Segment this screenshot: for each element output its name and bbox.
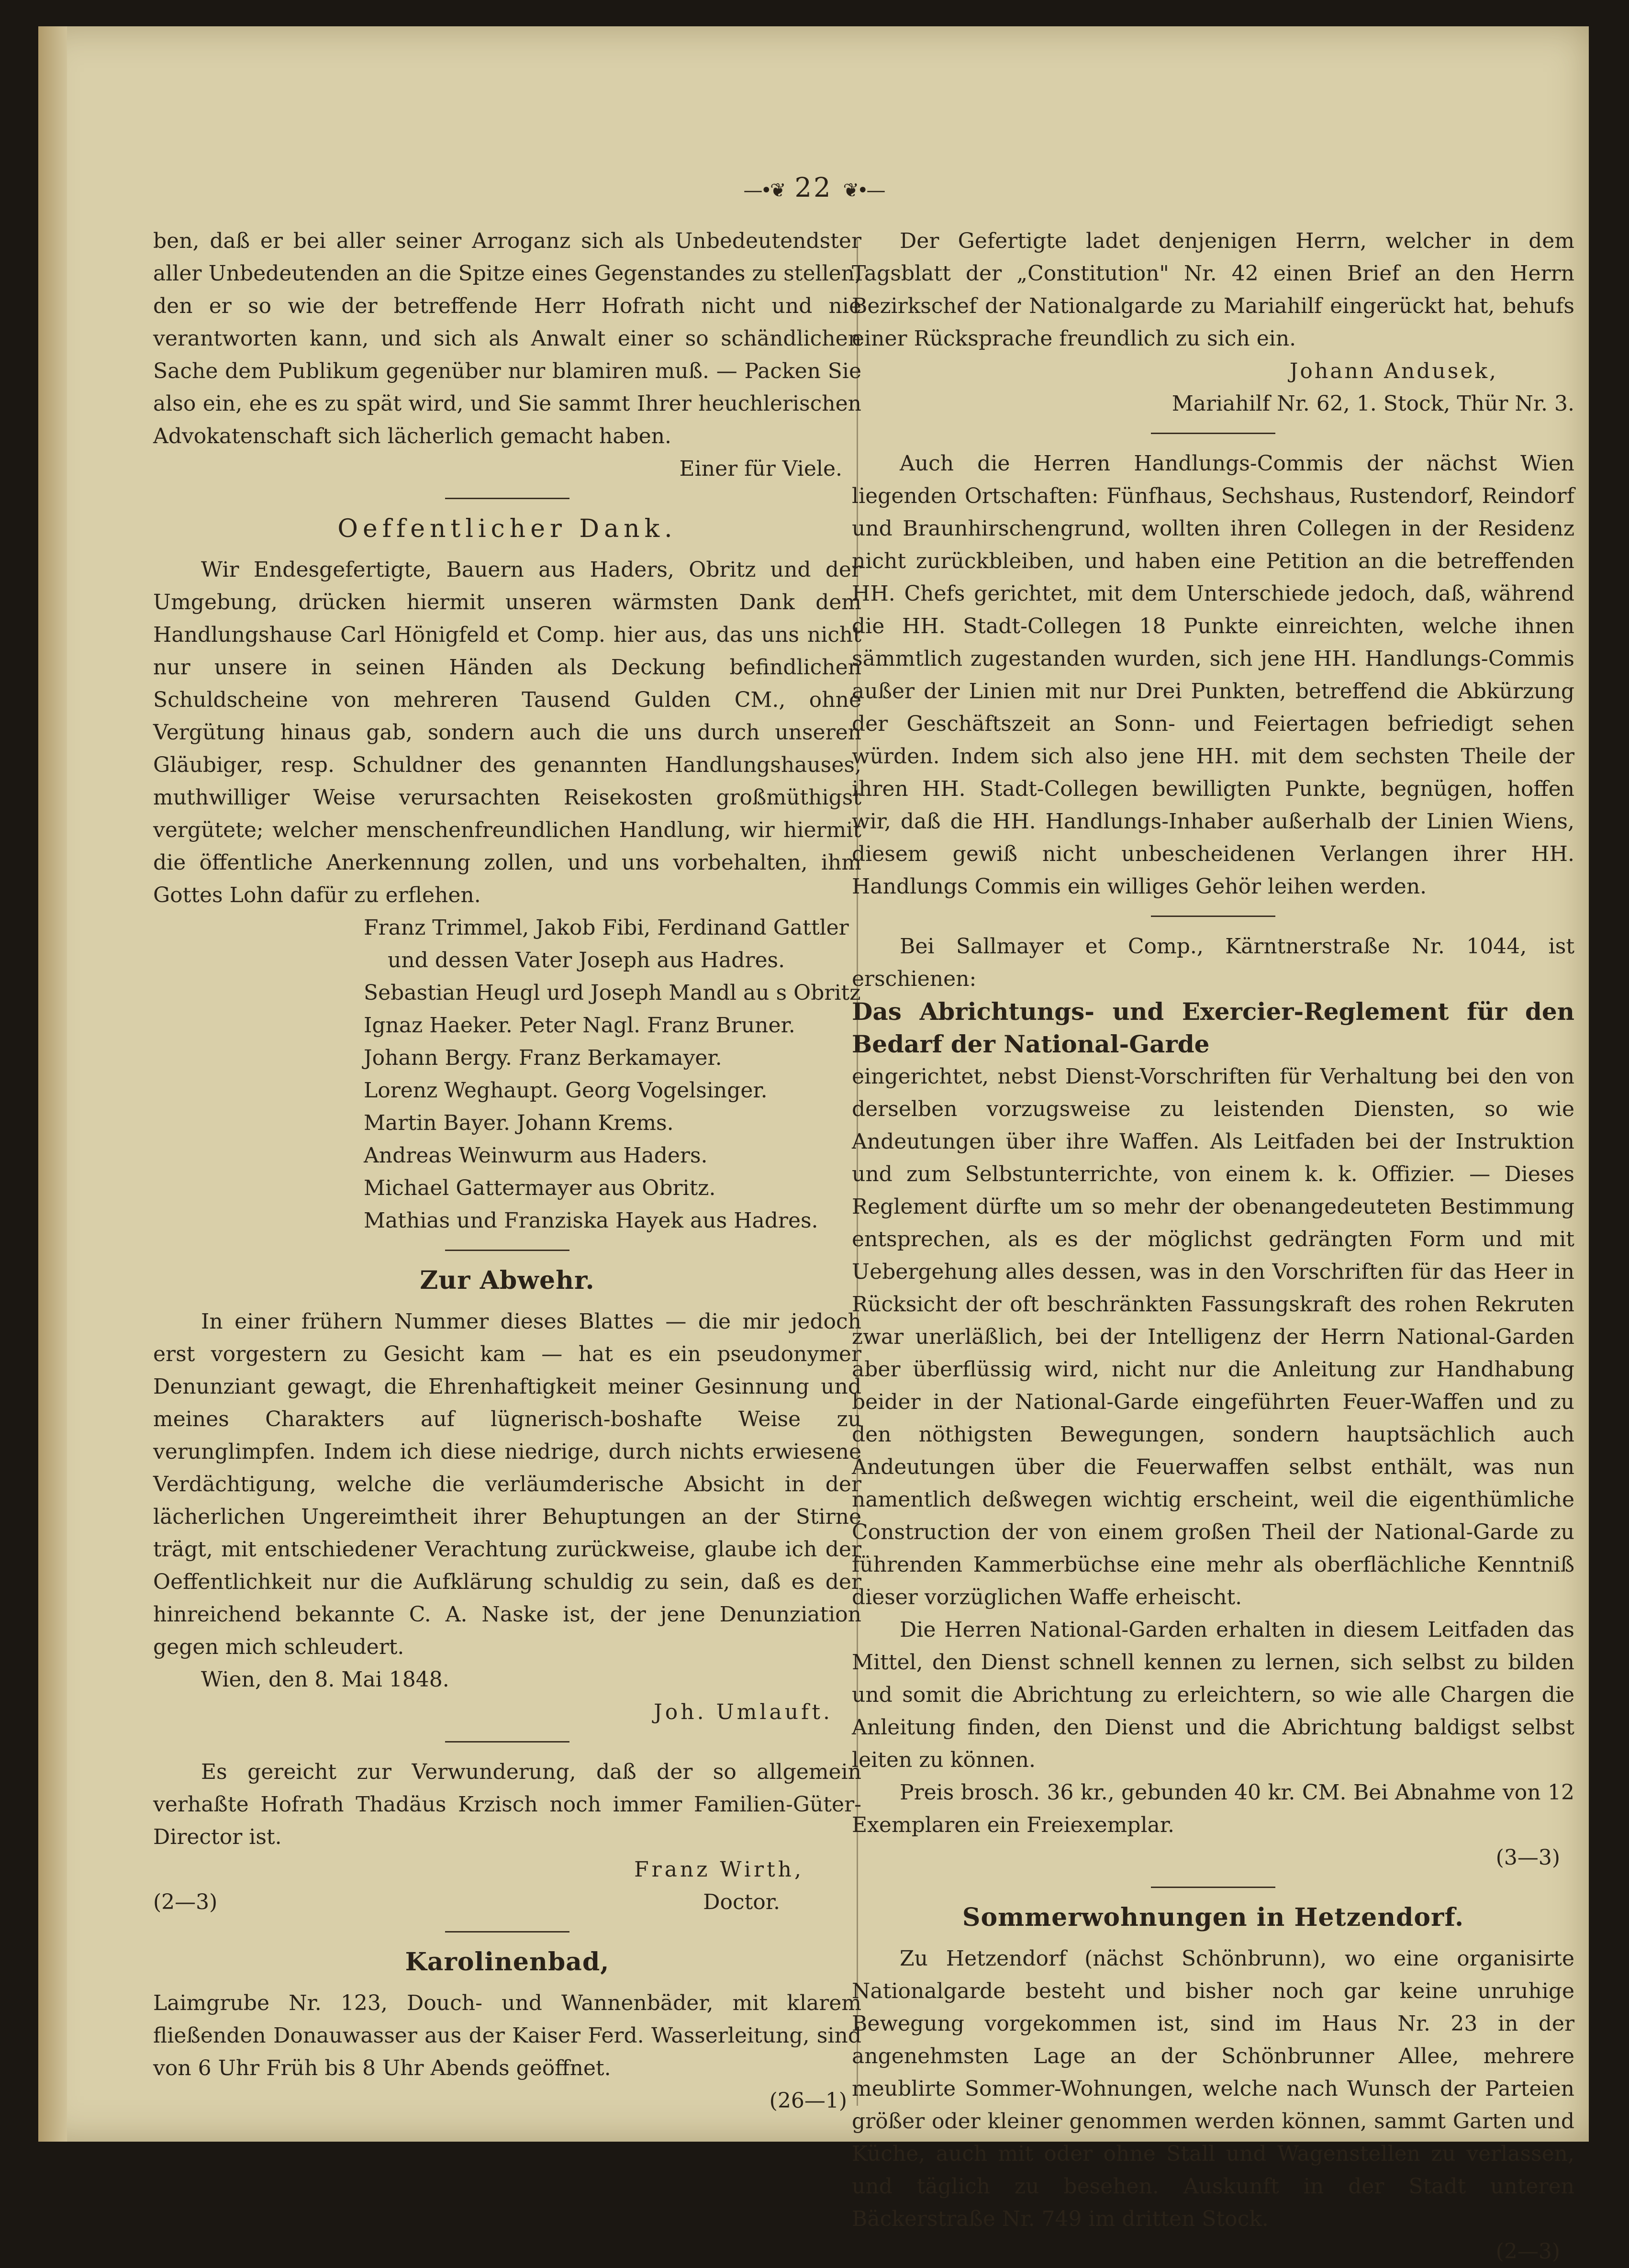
section-rule xyxy=(1151,916,1275,917)
reglement-price: Preis brosch. 36 kr., gebunden 40 kr. CM. Bei Abnahme von 12 Exemplaren ein Freiexemplar. xyxy=(852,1780,1574,1837)
andusek-signature: Johann Andusek, xyxy=(1289,359,1498,383)
list-item: Andreas Weinwurm aus Haders. xyxy=(364,1143,708,1168)
ornament-left-icon: —•❦ xyxy=(743,179,784,201)
reglement-intro: Bei Sallmayer et Comp., Kärntnerstraße Nr. 1044, ist erschienen: xyxy=(852,934,1574,991)
list-item: Johann Bergy. Franz Berkamayer. xyxy=(364,1046,722,1070)
reglement-title: Das Abrichtungs- und Exercier-Reglement für den Bedarf der National-Garde xyxy=(852,997,1574,1058)
reglement-text-2: Die Herren National-Garden erhalten in diesem Leitfaden das Mittel, den Dienst schnell kennen zu lernen, sich selbst zu bilden und somit die Abrichtung zu erleichtern, so wie alle Chargen die Anleitung finden, den Dienst und die Abrichtung baldigst selbst leiten zu können. xyxy=(852,1618,1574,1772)
karolinenbad-text: Laimgrube Nr. 123, Douch- und Wannenbäder, mit klarem fließenden Donauwasser aus der Kaiser Ferd. Wasserleitung, sind von 6 Uhr Früh bis 8 Uhr Abends geöffnet. xyxy=(153,1991,861,2080)
continued-text: ben, daß er bei aller seiner Arroganz sich als Unbedeutendster aller Unbedeutenden an die Spitze eines Gegenstandes zu stellen, den er so wie der betreffende Herr Hofrath nicht und nie verantworten kann, und sich als Anwalt einer so schändlichen Sache dem Publikum gegenüber nur blamiren muß. — Packen Sie also ein, ehe es zu spät wird, und Sie sammt Ihrer heuchlerischen Advokatenschaft sich lächerlich gemacht haben. xyxy=(153,229,861,448)
right-column xyxy=(852,225,1574,2268)
andusek-text: Der Gefertigte ladet denjenigen Herrn, welcher in dem Tagsblatt der „Constitution" Nr. 42 einen Brief an den Herrn Bezirkschef der Nationalgarde zu Mariahilf eingerückt hat, behufs einer Rücksprache freundlich zu sich ein. xyxy=(852,229,1574,351)
abwehr-date: Wien, den 8. Mai 1848. xyxy=(201,1667,449,1692)
verwunderung-text: Es gereicht zur Verwunderung, daß der so allgemein verhaßte Hofrath Thadäus Krzisch noch immer Familien-Güter-Director ist. xyxy=(153,1760,861,1849)
list-item: und dessen Vater Joseph aus Hadres. xyxy=(388,948,785,972)
verwunderung-footer xyxy=(153,1886,861,1919)
page-number: 22 xyxy=(794,172,833,203)
abwehr-title: Zur Abwehr. xyxy=(420,1266,595,1295)
abwehr-signature: Joh. Umlauft. xyxy=(654,1700,833,1724)
section-rule xyxy=(1151,433,1275,434)
list-item: Sebastian Heugl urd Joseph Mandl au s Obritz xyxy=(364,981,861,1005)
section-rule xyxy=(445,1250,569,1251)
abwehr-text: In einer frühern Nummer dieses Blattes — die mir jedoch erst vorgestern zu Gesicht kam — hat es ein pseudonymer Denunziant gewagt, die Ehrenhaftigkeit meiner Gesinnung und meines Charakters auf lügnerisch-boshafte Weise zu verunglimpfen. Indem ich diese niedrige, durch nichts erwiesene Verdächtigung, welche die verläumderische Absicht in der lächerlichen Ungereimtheit ihrer Behuptungen an der Stirne trägt, mit entschiedener Verachtung zurückweise, glaube ich der Oeffentlichkeit nur die Aufklärung schuldig zu sein, daß es der hinreichend bekannte C. A. Naske ist, der jene Denunziation gegen mich schleudert. xyxy=(153,1309,861,1659)
insertion-number: (3—3) xyxy=(1495,1845,1560,1870)
signature: Einer für Viele. xyxy=(679,457,842,481)
sommerwohnungen-text: Zu Hetzendorf (nächst Schönbrunn), wo eine organisirte Nationalgarde besteht und bisher noch gar keine unruhige Bewegung vorgekommen ist, sind im Haus Nr. 23 in der angenehmsten Lage an der Schönbrunner Allee, mehrere meublirte Sommer-Wohnungen, welche nach Wunsch der Parteien größer oder kleiner genommen werden können, sammt Garten und Küche, auch mit oder ohne Stall und Wagenstellen zu verlassen, und täglich zu besehen. Auskunft in der Stadt unteren Bäckerstraße Nr. 749 im dritten Stock. xyxy=(852,1946,1574,2231)
section-rule xyxy=(445,1931,569,1933)
signatories-list xyxy=(153,912,861,1237)
list-item: Mathias und Franziska Hayek aus Hadres. xyxy=(364,1208,818,1233)
verwunderung-title: Doctor. xyxy=(703,1890,780,1914)
page-edge xyxy=(38,26,67,2142)
dank-text: Wir Endesgefertigte, Bauern aus Haders, Obritz und der Umgebung, drücken hiermit unseren wärmsten Dank dem Handlungshause Carl Hönigfeld et Comp. hier aus, das uns nicht nur unsere in seinen Händen als Deckung befindlichen Schuldscheine von mehreren Tausend Gulden CM., ohne Vergütung hinaus gab, sondern auch die uns durch unseren Gläubiger, resp. Schuldner des genannten Handlungshauses, muthwilliger Weise verursachten Reisekosten großmüthigst vergütete; welcher menschenfreundlichen Handlung, wir hiermit die öffentliche Anerkennung zollen, und uns vorbehalten, ihm Gottes Lohn dafür zu erflehen. xyxy=(153,558,861,907)
section-rule xyxy=(445,1741,569,1743)
insertion-number: (26—1) xyxy=(769,2089,847,2113)
reglement-text: eingerichtet, nebst Dienst-Vorschriften für Verhaltung bei den von derselben vorzugsweise zu leistenden Diensten, so wie Andeutungen über ihre Waffen. Als Leitfaden bei der Instruktion und zum Selbstunterrichte, von einem k. k. Offizier. — Dieses Reglement dürfte um so mehr der obenangedeuteten Bestimmung entsprechen, als es der möglichst gedrängten Form und mit Uebergehung alles dessen, was in den Vorschriften für das Heer in Rücksicht der oft beschränkten Fassungskraft des rohen Rekruten zwar unerläßlich, bei der Intelligenz der Herrn National-Garden aber überflüssig wird, nicht nur die Anleitung zur Handhabung beider in der National-Garde eingeführten Feuer-Waffen und zu den nöthigsten Bewegungen, sondern hauptsächlich auch Andeutungen über die Feuerwaffen selbst enthält, was nun namentlich deßwegen wichtig erscheint, weil die eigenthümliche Construction der von einem großen Theil der National-Garde zu führenden Kammerbüchse eine mehr als oberflächliche Kenntniß dieser vorzüglichen Waffe erheischt. xyxy=(852,1064,1574,1609)
sommerwohnungen-title: Sommerwohnungen in Hetzendorf. xyxy=(962,1903,1464,1932)
commis-text: Auch die Herren Handlungs-Commis der nächst Wien liegenden Ortschaften: Fünfhaus, Sechshaus, Rustendorf, Reindorf und Braunhirschengrund, wollten ihren Collegen in der Residenz nicht zurückbleiben, und haben eine Petition an die betreffenden HH. Chefs gerichtet, mit dem Unterschiede jedoch, daß, während die HH. Stadt-Collegen 18 Punkte einreichten, welche ihnen sämmtlich zugestanden wurden, sich jene HH. Handlungs-Commis außer der Linien mit nur Drei Punkten, betreffend die Abkürzung der Geschäftszeit an Sonn- und Feiertagen befriedigt sehen würden. Indem sich also jene HH. mit dem sechsten Theile der ihren HH. Stadt-Collegen bewilligten Punkte, begnügen, hoffen wir, daß die HH. Handlungs-Inhaber außerhalb der Linien Wiens, diesem gewiß nicht unbescheidenen Verlangen ihrer HH. Handlungs Commis ein williges Gehör leihen werden. xyxy=(852,451,1574,899)
list-item: Ignaz Haeker. Peter Nagl. Franz Bruner. xyxy=(364,1013,795,1038)
andusek-address: Mariahilf Nr. 62, 1. Stock, Thür Nr. 3. xyxy=(1172,391,1574,416)
page-header xyxy=(670,172,957,203)
list-item: Martin Bayer. Johann Krems. xyxy=(364,1111,674,1135)
verwunderung-signature: Franz Wirth, xyxy=(634,1857,804,1882)
insertion-number: (2—3) xyxy=(153,1890,218,1914)
dank-title: Oeffentlicher Dank. xyxy=(337,514,677,543)
section-rule xyxy=(1151,1887,1275,1888)
ornament-right-icon: ❦•— xyxy=(843,179,884,201)
karolinenbad-title: Karolinenbad, xyxy=(405,1947,610,1977)
left-column xyxy=(153,225,861,2117)
list-item: Lorenz Weghaupt. Georg Vogelsinger. xyxy=(364,1078,768,1103)
section-rule xyxy=(445,498,569,499)
list-item: Michael Gattermayer aus Obritz. xyxy=(364,1176,716,1200)
insertion-number: (2—3) xyxy=(1495,2239,1560,2264)
list-item: Franz Trimmel, Jakob Fibi, Ferdinand Gattler xyxy=(364,916,849,940)
